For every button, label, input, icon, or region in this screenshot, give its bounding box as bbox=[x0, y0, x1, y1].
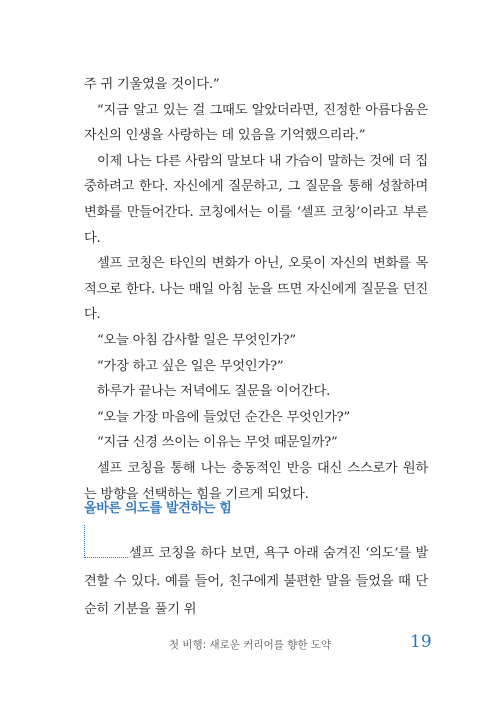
section-heading: 올바른 의도를 발견하는 힘 bbox=[84, 501, 232, 516]
paragraph-question-concern: “지금 신경 쓰이는 이유는 무엇 때문일까?” bbox=[97, 435, 338, 451]
page-number: 19 bbox=[410, 632, 432, 652]
paragraph-quote-remember: “지금 알고 있는 걸 그때도 알았더라면, 진정한 아름다움은 자신의 인생을 사랑하는 데 있음을 기억했으리라.” bbox=[84, 102, 428, 144]
paragraph-evening: 하루가 끝나는 저녁에도 질문을 이어간다. bbox=[97, 384, 331, 400]
paragraph-continuation: 주 귀 기울였을 것이다.” bbox=[84, 77, 220, 92]
paragraph-self-coaching-intro: 이제 나는 다른 사람의 말보다 내 가슴이 말하는 것에 더 집중하려고 한다. 자신에게 질문하고, 그 질문을 통해 성찰하며 변화를 만들어간다. 코칭에서는 이를 ‘셀프 코칭’이라고 부른다. bbox=[84, 153, 428, 246]
paragraph-question-want: “가장 하고 싶은 일은 무엇인가?” bbox=[97, 358, 284, 374]
body-text bbox=[84, 72, 428, 507]
paragraph-self-coaching-purpose: 셀프 코칭은 타인의 변화가 아닌, 오롯이 자신의 변화를 목적으로 한다. 나는 매일 아침 눈을 뜨면 자신에게 질문을 던진다. bbox=[84, 256, 428, 323]
paragraph-conclusion: 셀프 코칭을 통해 나는 충동적인 반응 대신 스스로가 원하는 방향을 선택하는 힘을 기르게 되었다. bbox=[84, 460, 428, 502]
paragraph-question-gratitude: “오늘 아침 감사할 일은 무엇인가?” bbox=[97, 332, 296, 348]
paragraph-question-moment: “오늘 가장 마음에 들었던 순간은 무엇인가?” bbox=[97, 409, 351, 425]
running-footer-title: 첫 비행: 새로운 커리어를 향한 도약 bbox=[168, 639, 332, 651]
section-text bbox=[84, 540, 428, 624]
section-paragraph: 셀프 코칭을 하다 보면, 욕구 아래 숨겨진 ‘의도’를 발견할 수 있다. 예를 들어, 친구에게 불편한 말을 들었을 때 단순히 기분을 풀기 위 bbox=[84, 546, 428, 617]
